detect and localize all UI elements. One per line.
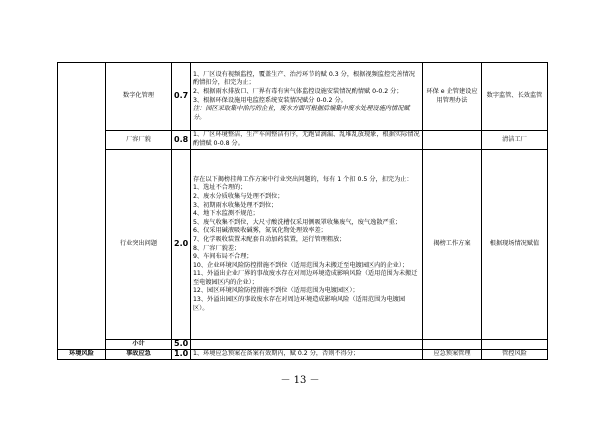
criteria-line: 8、厂容厂貌差； — [193, 244, 241, 252]
evaluation-table — [57, 62, 548, 360]
criteria-line: 5、废气收集不到位，大尺寸酸洗槽仅采用侧吸罩收集废气，废气逸散严重； — [193, 218, 402, 226]
criteria-line: 3、根据环保设施用电监控系统安装情况赋分 0-0.2 分。 — [193, 96, 347, 104]
criteria-note: 注：园区采取集中治污的企业，废水方面可根据后端集中废水处理设施内情况赋分。 — [193, 105, 410, 121]
criteria-line: 2、废水分质收集与处理不到位； — [193, 192, 284, 200]
criteria-line: 12、园区环境风险防控措施不到位（适用范围为电镀园区）； — [193, 287, 359, 295]
criteria-line: 10、企业环境风险防控措施不到位（适用范围为未搬迁至电镀园区内的企业）； — [193, 261, 409, 269]
criteria-line: 6、仅采用碱液吸收碱雾，氮氧化物处理效率差； — [193, 227, 327, 235]
source-cell: 清洁工厂 — [482, 131, 548, 150]
score-cell: 0.7 — [172, 63, 191, 131]
score-cell: 1.0 — [172, 349, 191, 359]
subtotal-label: 小计 — [106, 340, 172, 350]
criteria-line: 9、车间布局不合理； — [193, 253, 253, 261]
source-cell: 管控风险 — [482, 349, 548, 359]
table-row — [58, 150, 548, 340]
empty-cell — [482, 340, 548, 350]
item-cell: 事故应急 — [106, 349, 172, 359]
method-cell — [423, 131, 482, 150]
item-cell: 行业突出问题 — [106, 150, 172, 340]
table-row — [58, 131, 548, 150]
criteria-cell — [191, 150, 423, 340]
category-cell — [58, 63, 106, 350]
criteria-intro: 存在以下揭榜挂帅工作方案中行业突出问题的，每有 1 个扣 0.5 分，扣完为止： — [193, 175, 413, 183]
subtotal-score: 5.0 — [172, 340, 191, 350]
item-cell: 厂容厂貌 — [106, 131, 172, 150]
item-cell: 数字化管理 — [106, 63, 172, 131]
empty-cell — [423, 340, 482, 350]
criteria-line: 3、初期雨水收集处理不到位； — [193, 201, 278, 209]
criteria-line: 4、地下水监测不规范； — [193, 210, 259, 218]
source-cell: 根据现场情况赋值 — [482, 150, 548, 340]
source-cell: 数字监管、长效监管 — [482, 63, 548, 131]
method-cell: 应急预案管理 — [423, 349, 482, 359]
page-number: － 13 － — [280, 375, 320, 386]
empty-cell — [191, 340, 423, 350]
criteria-line: 7、化学吸收装置未配套自动加药装置，运行管理粗放； — [193, 235, 346, 243]
criteria-line: 2、根据雨水排放口、厂界有毒有害气体监控设施安装情况酌情赋 0-0.2 分； — [193, 87, 403, 95]
method-cell: 环保 e 企管建设应用管理办法 — [423, 63, 482, 131]
criteria-line: 11、外溢出企业厂界的事故废水存在对周边环境造成影响风险（适用范围为未搬迁至电镀园区内的企业）； — [193, 270, 418, 286]
criteria-cell — [191, 63, 423, 131]
criteria-cell: 1、厂区环境整洁，生产车间整洁有序，无跑冒滴漏、乱堆乱放现象，根据实际情况酌情赋 0-0.8 分。 — [191, 131, 423, 150]
subtotal-row — [58, 340, 548, 350]
criteria-cell: 1、环境应急预案在备案有效期内，赋 0.2 分，否则不得分； — [191, 349, 423, 359]
category-cell: 环境风险 — [58, 349, 106, 359]
score-cell: 2.0 — [172, 150, 191, 340]
table-row — [58, 349, 548, 359]
method-cell: 揭榜工作方案 — [423, 150, 482, 340]
criteria-line: 1、选址不合理的； — [193, 184, 247, 192]
table-row — [58, 63, 548, 131]
criteria-line: 13、外溢出园区的事故废水存在对周边环境造成影响风险（适用范围为电镀园区）。 — [193, 296, 406, 312]
criteria-line: 1、厂区设有视频监控，覆盖生产、治污环节的赋 0.3 分，根据视频监控完善情况酌情扣分，扣完为止； — [193, 70, 415, 87]
score-cell: 0.8 — [172, 131, 191, 150]
